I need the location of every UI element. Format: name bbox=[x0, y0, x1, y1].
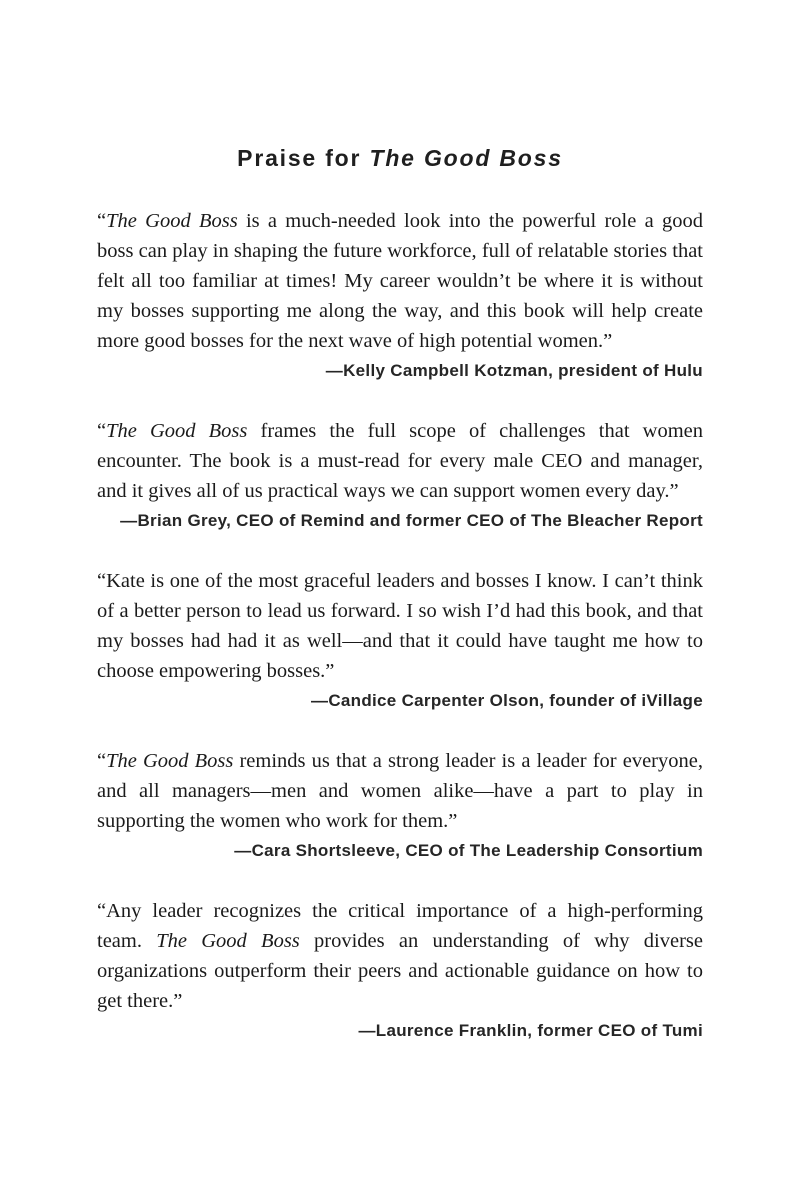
quote-segment-post: is a much-needed look into the powerful role a good boss can play in shaping the future workforce, full of relatable stories that felt all too familiar at times! My career wouldn’t be where it is without my bosses supporting me along the way, and this book will help create more good bosses for the next wave of high potential women.” bbox=[97, 210, 703, 352]
quote-segment-pre: “ bbox=[97, 420, 107, 442]
quote-book-title: The Good Boss bbox=[106, 420, 248, 442]
quote-attribution: —Cara Shortsleeve, CEO of The Leadership Consortium bbox=[234, 841, 703, 860]
quote-segment-post: provides an understanding of why diverse organizations outperform their peers and actionable guidance on how to get there.” bbox=[97, 930, 703, 1012]
page-title-prefix: Praise for bbox=[237, 145, 370, 171]
quote-book-title: The Good Boss bbox=[156, 930, 300, 952]
quote-segment-pre: “Kate is one of the most graceful leaders and bosses I know. I can’t think of a better person to lead us forward. I so wish I’d had this book, and that my bosses had had it as well—and that it could have taught me how to choose empowering bosses.” bbox=[97, 570, 703, 682]
quote-text bbox=[97, 896, 703, 1016]
praise-quote-block bbox=[97, 416, 703, 536]
praise-quote-block bbox=[97, 206, 703, 386]
page-title-book-name: The Good Boss bbox=[369, 145, 563, 171]
page-title bbox=[97, 143, 703, 173]
quote-attribution: —Laurence Franklin, former CEO of Tumi bbox=[358, 1021, 703, 1040]
quote-text bbox=[97, 206, 703, 356]
quote-book-title: The Good Boss bbox=[106, 210, 238, 232]
quote-segment-pre: “ bbox=[97, 750, 107, 772]
quote-attribution: —Candice Carpenter Olson, founder of iVillage bbox=[311, 691, 703, 710]
quote-segment-post: reminds us that a strong leader is a leader for everyone, and all managers—men and women alike—have a part to play in supporting the women who work for them.” bbox=[97, 750, 703, 832]
quote-text bbox=[97, 746, 703, 836]
quote-segment-pre: “Any leader recognizes the critical importance of a high-performing team. bbox=[97, 900, 703, 952]
quote-segment-pre: “ bbox=[97, 210, 107, 232]
praise-quote-block bbox=[97, 566, 703, 716]
quote-text bbox=[97, 566, 703, 686]
praise-quote-block bbox=[97, 896, 703, 1046]
quote-book-title: The Good Boss bbox=[106, 750, 234, 772]
quote-attribution: —Brian Grey, CEO of Remind and former CEO of The Bleacher Report bbox=[120, 511, 703, 530]
quote-segment-post: frames the full scope of challenges that women encounter. The book is a must-read for every male CEO and manager, and it gives all of us practical ways we can support women every day.” bbox=[97, 420, 703, 502]
quote-attribution: —Kelly Campbell Kotzman, president of Hulu bbox=[325, 361, 703, 380]
praise-quote-block bbox=[97, 746, 703, 866]
quote-text bbox=[97, 416, 703, 506]
